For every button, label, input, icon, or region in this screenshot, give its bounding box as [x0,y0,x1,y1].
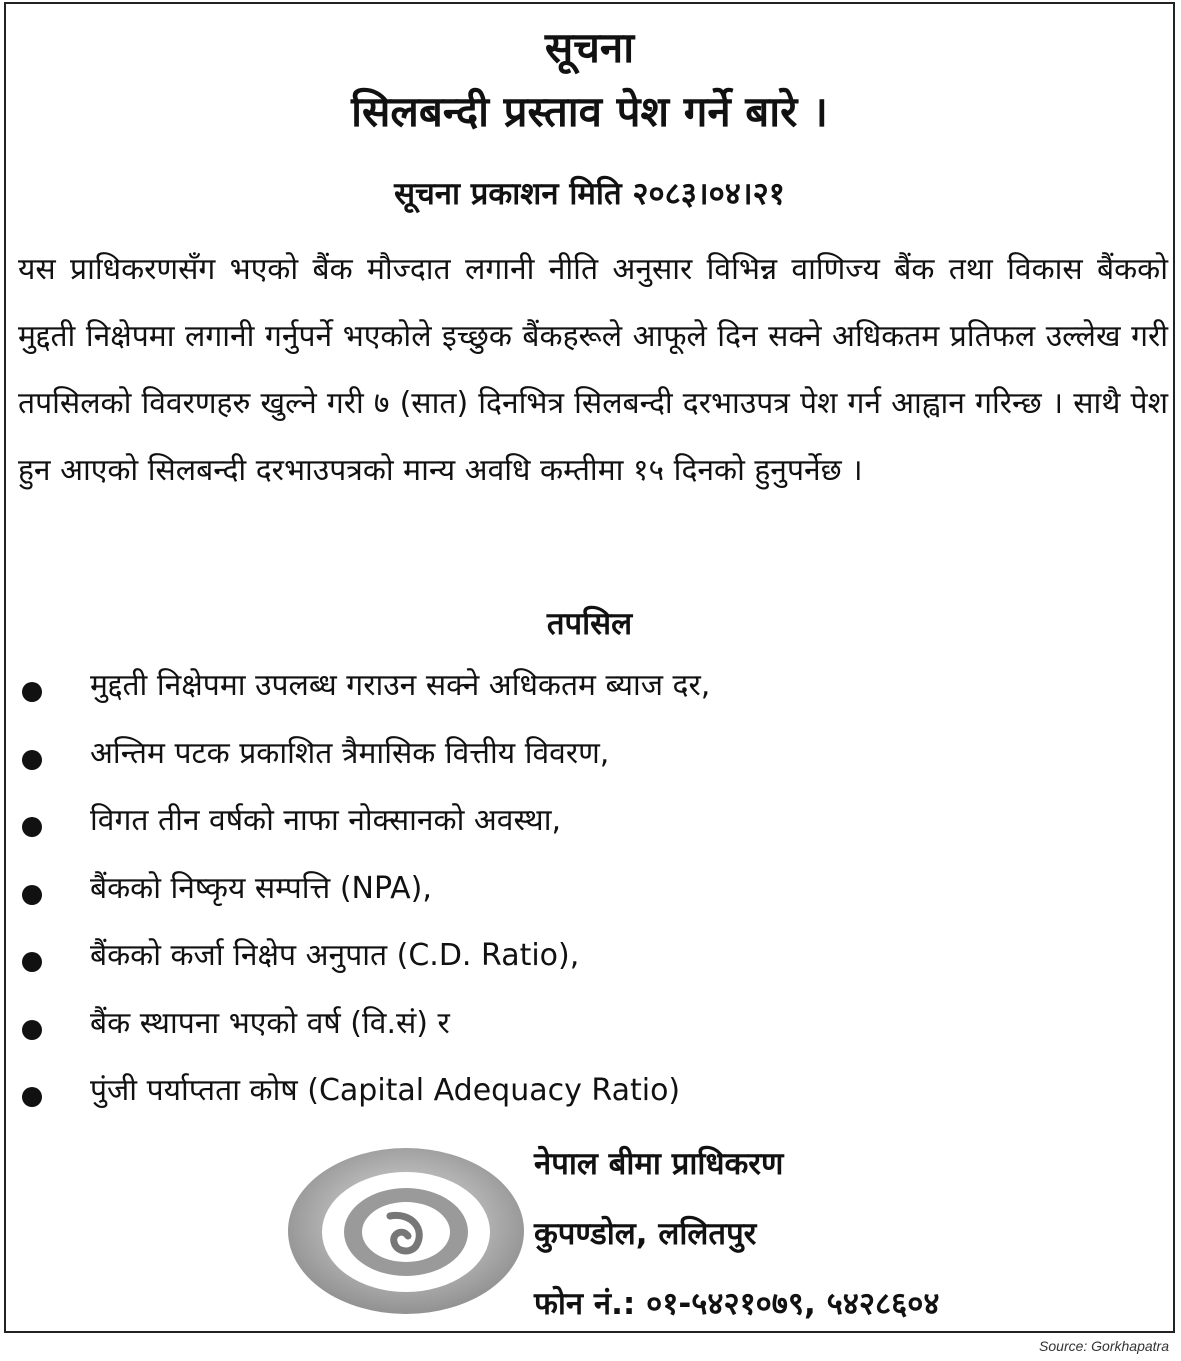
list-item [6,732,1106,800]
list-item-text: विगत तीन वर्षको नाफा नोक्सानको अवस्था, [90,803,562,838]
source-credit: Source: Gorkhapatra [1039,1338,1169,1354]
notice-heading: सूचना [544,23,635,72]
list-item [6,799,1106,867]
list-item [6,1069,1106,1137]
list-item-text: बैंकको कर्जा निक्षेप अनुपात (C.D. Ratio), [90,938,580,973]
insurance-authority-logo-icon [286,1146,526,1316]
publication-date: सूचना प्रकाशन मिति २०८३।०४।२१ [394,176,785,212]
bullet-icon [22,682,42,702]
bullet-icon [22,1020,42,1040]
bullet-icon [22,750,42,770]
list-item-text: अन्तिम पटक प्रकाशित त्रैमासिक वित्तीय विवरण, [90,735,610,771]
details-list [6,664,1106,1137]
notice-frame [4,2,1175,1333]
notice-body: यस प्राधिकरणसँग भएको बैंक मौज्दात लगानी नीति अनुसार विभिन्न वाणिज्य बैंक तथा विकास बैंकको मुद्दती निक्षेपमा लगानी गर्नुपर्ने भएकोले इच्छुक बैंकहरूले आफूले दिन सक्ने अधिकतम प्रतिफल उल्लेख गरी तपसिलको विवरणहरु खुल्ने गरी ७ (सात) दिनभित्र सिलबन्दी दरभाउपत्र पेश गर्न आह्वान गरिन्छ । साथै पेश हुन आएको सिलबन्दी दरभाउपत्रको मान्य अवधि कम्तीमा १५ दिनको हुनुपर्नेछ । [18,252,1168,488]
bullet-icon [22,885,42,905]
details-heading: तपसिल [546,606,633,642]
organization-phone: फोन नं.: ०१-५४२१०७९, ५४२८६०४ [534,1286,940,1322]
list-item-text: बैंकको निष्कृय सम्पत्ति (NPA), [90,870,432,906]
notice-subject: सिलबन्दी प्रस्ताव पेश गर्ने बारे । [351,87,828,136]
bullet-icon [22,1087,42,1107]
list-item-text: मुद्दती निक्षेपमा उपलब्ध गराउन सक्ने अधिकतम ब्याज दर, [90,668,711,703]
organization-name: नेपाल बीमा प्राधिकरण [534,1146,784,1182]
list-item-text: बैंक स्थापना भएको वर्ष (वि.सं) र [90,1005,450,1041]
list-item-text: पुंजी पर्याप्तता कोष (Capital Adequacy Ratio) [90,1073,681,1108]
bullet-icon [22,817,42,837]
list-item [6,934,1106,1002]
bullet-icon [22,952,42,972]
organization-address: कुपण्डोल, ललितपुर [534,1216,757,1252]
list-item [6,664,1106,732]
list-item [6,867,1106,935]
list-item [6,1002,1106,1070]
